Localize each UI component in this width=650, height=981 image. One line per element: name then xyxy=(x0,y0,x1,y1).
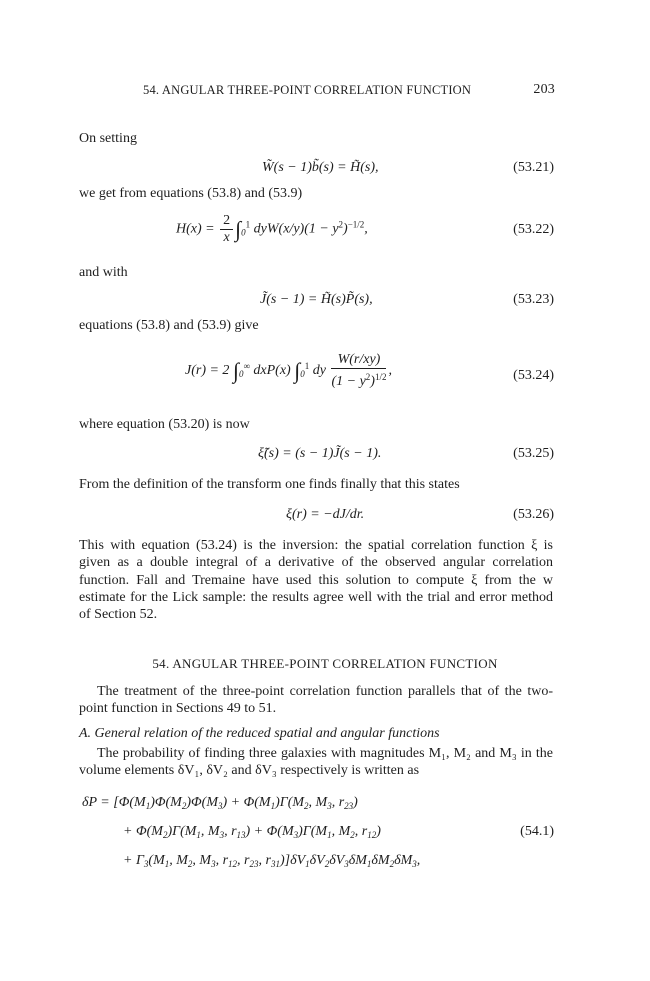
paragraph-and-with: and with xyxy=(79,265,128,280)
paragraph-we-get: we get from equations (53.8) and (53.9) xyxy=(79,186,303,201)
equation-53-24: J(r) = 2 $\int_0^\infty$ dxP(x) $\int_0^1$ dy $\frac{W(r/xy)}{(1 - y^2)^{1/2}}$ , xyxy=(185,352,392,389)
equation-54-1-line-1: $\delta P = [\Phi(M_1)\Phi(M_2)\Phi(M_3) + \Phi(M_1)\Gamma(M_2$, $M_3$, $r_{23}$) xyxy=(82,795,358,811)
subheading-general-relation: A. General relation of the reduced spatial and angular functions xyxy=(79,726,440,741)
equation-53-23: J̃(s − 1) = H̃(s)P̃(s), xyxy=(260,292,373,307)
paragraph-inversion: This with equation (53.24) is the inversion: the spatial correlation function ξ is given as a double integral of a derivative of the observed angular correlation function. Fall and Tremaine have used this solution to compute ξ from the w estimate for the Lick sample: the results agree well with the trial and error method of Section 52. xyxy=(79,538,553,623)
equation-number-53-23: (53.23) xyxy=(513,292,554,307)
equation-53-21: W̃(s − 1)b̃(s) = H̃(s), xyxy=(262,160,379,175)
equation-number-54-1: (54.1) xyxy=(520,824,554,839)
equation-53-25: ξ̃(s) = (s − 1)J̃(s − 1). xyxy=(258,446,382,461)
equation-number-53-26: (53.26) xyxy=(513,507,554,522)
paragraph-treatment: The treatment of the three-point correlation function parallels that of the two-point function in Sections 49 to 51. xyxy=(79,684,553,717)
equation-number-53-21: (53.21) xyxy=(513,160,554,175)
paragraph-where-equation: where equation (53.20) is now xyxy=(79,417,250,432)
equation-53-26: ξ(r) = −dJ/dr. xyxy=(286,507,365,522)
equation-54-1-line-2: + $\Phi(M_2)\Gamma(M_1$, $M_3$, $r_{13}) + \Phi(M_3)\Gamma(M_1$, $M_2$, $r_{12}$) xyxy=(123,824,381,840)
equation-54-1-line-3: + $\Gamma_3(M_1$, $M_2$, $M_3$, $r_{12}$, $r_{23}$, $r_{31})]\delta V_1\delta V_2\delta V_3\delta M_1\delta M_2\delta M_3$, xyxy=(123,853,421,869)
paragraph-on-setting: On setting xyxy=(79,131,137,146)
paragraph-probability: The probability of finding three galaxies with magnitudes M₁, M₂ and M₃ in the volume elements δV₁, δV₂ and δV₃ respectively is written as xyxy=(79,746,553,779)
equation-number-53-22: (53.22) xyxy=(513,222,554,237)
equation-number-53-25: (53.25) xyxy=(513,446,554,461)
page-number: 203 xyxy=(533,82,555,97)
paragraph-from-definition: From the definition of the transform one finds finally that this states xyxy=(79,477,460,492)
paragraph-equations-give: equations (53.8) and (53.9) give xyxy=(79,318,259,333)
equation-53-22: H(x) = $\frac{2}{x}$ $\int_0^1$ $dyW(x/y)(1 - y^2)^{-1/2}$, xyxy=(176,213,368,245)
section-title: 54. ANGULAR THREE-POINT CORRELATION FUNCTION xyxy=(152,656,498,671)
equation-number-53-24: (53.24) xyxy=(513,368,554,383)
running-header-section: 54. ANGULAR THREE-POINT CORRELATION FUNCTION xyxy=(143,83,472,97)
